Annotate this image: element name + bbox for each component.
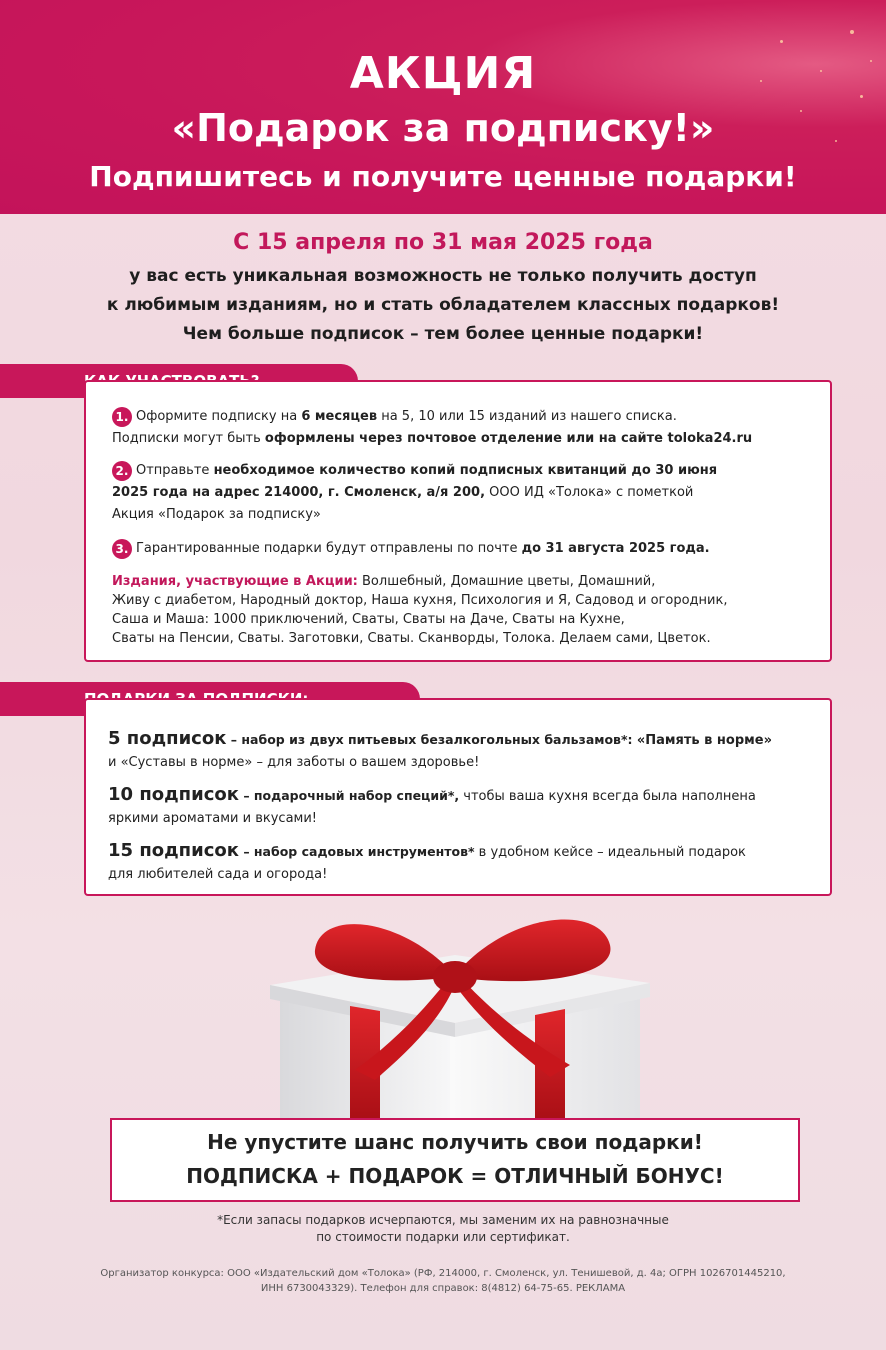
gift-text-bold: – подарочный набор специй*, (238, 788, 460, 803)
step-number: 2. (112, 461, 132, 481)
magazines-title: Издания, участвующие в Акции: (112, 574, 358, 589)
gift-text-bold: – набор садовых инструментов* (238, 844, 475, 859)
step-text: Подписки могут быть (112, 431, 265, 446)
step-text: Оформите подписку на (136, 409, 302, 424)
step-text-bold: необходимое количество копий подписных квитанций до 30 июня (213, 463, 718, 478)
step-text: Отправьте (136, 463, 214, 478)
gift-text: в удобном кейсе – идеальный подарок (474, 845, 746, 860)
step-number: 3. (112, 539, 132, 559)
magazines-line: Волшебный, Домашние цветы, Домашний, (357, 574, 656, 589)
organizer-line: ИНН 6730043329). Телефон для справок: 8(4812) 64-75-65. РЕКЛАМА (260, 1283, 626, 1294)
gift-count: 10 подписок (108, 784, 239, 805)
slogan-line-1: Не упустите шанс получить свои подарки! (207, 1130, 703, 1154)
intro-line: у вас есть уникальная возможность не только получить доступ (129, 266, 757, 286)
step-text: Гарантированные подарки будут отправлены по почте (136, 541, 522, 556)
magazines-line: Живу с диабетом, Народный доктор, Наша кухня, Психология и Я, Садовод и огородник, (112, 593, 728, 608)
gift-text: яркими ароматами и вкусами! (108, 811, 318, 826)
intro-line: Чем больше подписок – тем более ценные подарки! (182, 324, 704, 344)
slogan-box (110, 1118, 800, 1202)
step-1 (112, 406, 810, 450)
magazines-line: Сваты на Пенсии, Сваты. Заготовки, Сваты. Сканворды, Толока. Делаем сами, Цветок. (112, 631, 711, 646)
gift-text: и «Суставы в норме» – для заботы о вашем здоровье! (108, 755, 480, 770)
promo-dates: С 15 апреля по 31 мая 2025 года (233, 230, 653, 255)
step-3 (112, 538, 810, 560)
step-text: Акция «Подарок за подписку» (112, 507, 321, 522)
gift-15 (108, 840, 814, 886)
gift-10 (108, 784, 814, 830)
footnote (0, 1212, 886, 1246)
promo-label: АКЦИЯ (349, 48, 537, 99)
gift-text-bold: – набор из двух питьевых безалкогольных бальзамов*: (226, 732, 637, 747)
intro-line: к любимым изданиям, но и стать обладателем классных подарков! (106, 295, 780, 315)
gift-count: 15 подписок (108, 840, 239, 861)
promo-title: «Подарок за подписку!» (171, 106, 715, 150)
step-text-bold: 6 месяцев (301, 409, 378, 424)
step-2 (112, 460, 810, 526)
gift-5 (108, 728, 814, 774)
gift-count: 5 подписок (108, 728, 227, 749)
intro-text (40, 262, 846, 349)
footnote-line: *Если запасы подарков исчерпаются, мы заменим их на равнозначные (217, 1213, 669, 1227)
step-text-bold: оформлены через почтовое отделение или на сайте toloka24.ru (264, 431, 753, 446)
promo-subtitle: Подпишитесь и получите ценные подарки! (89, 160, 797, 193)
step-text-bold: до 31 августа 2025 года. (521, 541, 710, 556)
gift-text-bold: «Память в норме» (636, 733, 772, 748)
organizer-info (80, 1266, 806, 1296)
gift-text: для любителей сада и огорода! (108, 867, 328, 882)
organizer-line: Организатор конкурса: ООО «Издательский дом «Толока» (РФ, 214000, г. Смоленск, ул. Тенишевой, д. 4а; ОГРН 1026701445210, (100, 1268, 786, 1279)
magazines-list (112, 572, 810, 648)
step-text-bold: 2025 года на адрес 214000, г. Смоленск, а/я 200, (112, 485, 486, 500)
step-number: 1. (112, 407, 132, 427)
gift-box-illustration (250, 905, 670, 1120)
gifts-box (84, 698, 832, 896)
slogan-line-2: ПОДПИСКА + ПОДАРОК = ОТЛИЧНЫЙ БОНУС! (186, 1164, 724, 1188)
how-to-participate-box (84, 380, 832, 662)
header-banner (0, 0, 886, 214)
footnote-line: по стоимости подарки или сертификат. (316, 1230, 570, 1244)
step-text: ООО ИД «Толока» с пометкой (485, 485, 694, 500)
step-text: на 5, 10 или 15 изданий из нашего списка. (377, 409, 677, 424)
magazines-line: Саша и Маша: 1000 приключений, Сваты, Сваты на Даче, Сваты на Кухне, (112, 612, 625, 627)
gift-text: чтобы ваша кухня всегда была наполнена (459, 789, 756, 804)
gift-box-icon (250, 905, 670, 1120)
